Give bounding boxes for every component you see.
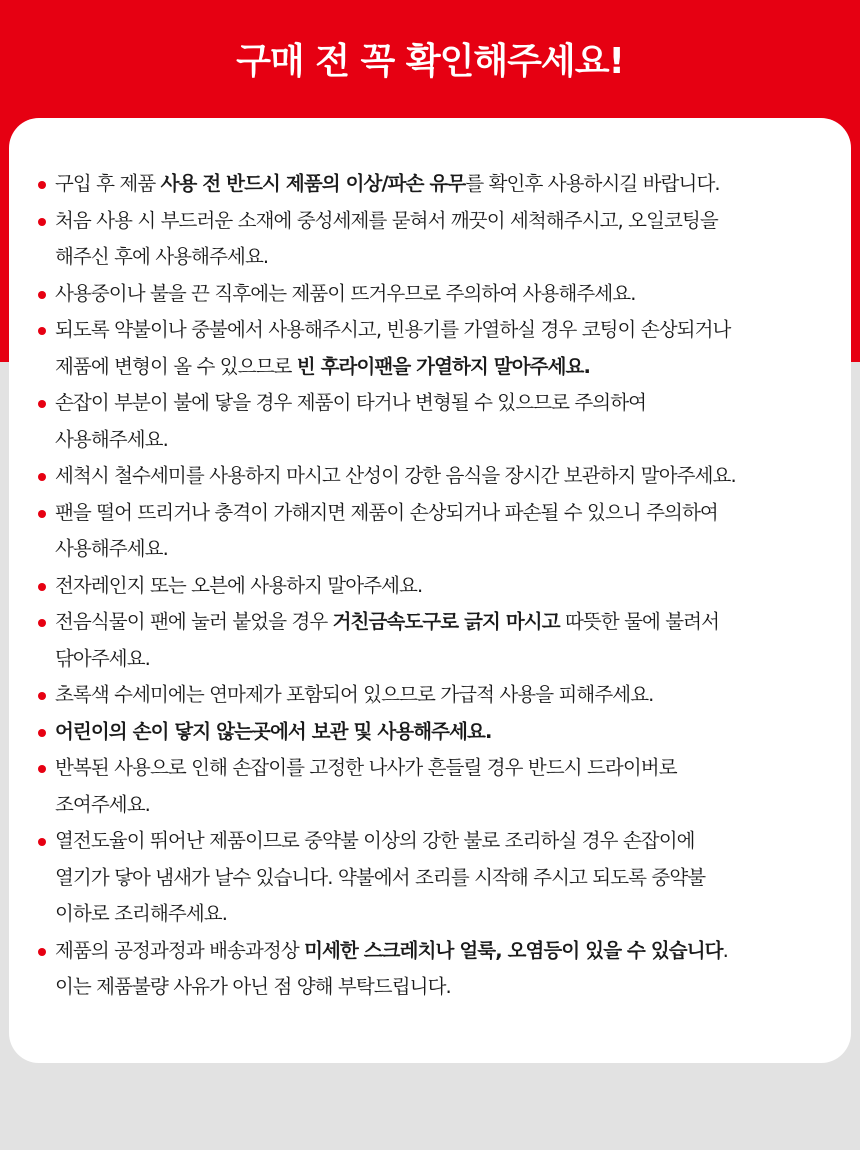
bullet-icon xyxy=(38,510,46,518)
bullet-icon xyxy=(38,838,46,846)
notice-text: 이하로 조리해주세요. xyxy=(55,902,228,925)
bullet-icon xyxy=(38,473,46,481)
notice-text: 초록색 수세미에는 연마제가 포함되어 있으므로 가급적 사용을 피해주세요. xyxy=(55,683,654,706)
notice-line xyxy=(55,239,841,276)
notice-text: 따뜻한 물에 불려서 xyxy=(559,610,720,633)
notice-item xyxy=(9,933,851,1006)
emphasis-text: 어린이의 손이 닿지 않는곳에서 보관 및 사용해주세요. xyxy=(55,719,492,743)
notice-line xyxy=(55,458,841,495)
notice-line xyxy=(55,787,841,824)
notice-line xyxy=(55,531,841,568)
notice-line xyxy=(55,677,841,714)
notice-line xyxy=(55,349,841,386)
notice-line xyxy=(55,896,841,933)
bullet-icon xyxy=(38,619,46,627)
notice-text: 구입 후 제품 xyxy=(55,172,161,195)
emphasis-text: 빈 후라이팬을 가열하지 말아주세요. xyxy=(296,354,590,378)
bullet-icon xyxy=(38,583,46,591)
bullet-icon xyxy=(38,181,46,189)
notice-text: 되도록 약불이나 중불에서 사용해주시고, 빈용기를 가열하실 경우 코팅이 손상되거나 xyxy=(55,318,731,341)
notice-text: 제품에 변형이 올 수 있으므로 xyxy=(55,354,297,378)
notice-text: 를 확인후 사용하시길 바랍니다. xyxy=(465,172,720,195)
notice-item xyxy=(9,823,851,933)
notice-line xyxy=(55,750,841,787)
notice-line xyxy=(55,203,841,240)
notice-line xyxy=(55,166,841,203)
notice-text: 사용해주세요. xyxy=(55,537,168,560)
notice-text: 제품의 공정과정과 배송과정상 xyxy=(55,938,305,962)
emphasis-text: 사용 전 반드시 제품의 이상/파손 유무 xyxy=(160,172,466,195)
notice-item xyxy=(9,750,851,823)
notice-item xyxy=(9,495,851,568)
emphasis-text: 거친금속도구로 긁지 마시고 xyxy=(332,610,560,633)
bullet-icon xyxy=(38,729,46,737)
notice-text: 전자레인지 또는 오븐에 사용하지 말아주세요. xyxy=(55,573,423,597)
notice-text: 닦아주세요. xyxy=(55,646,150,670)
bullet-icon xyxy=(38,948,46,956)
notice-line xyxy=(55,276,841,313)
bullet-icon xyxy=(38,765,46,773)
notice-text: 사용중이나 불을 끈 직후에는 제품이 뜨거우므로 주의하여 사용해주세요. xyxy=(55,281,636,305)
bullet-icon xyxy=(38,327,46,335)
notice-text: 팬을 떨어 뜨리거나 충격이 가해지면 제품이 손상되거나 파손될 수 있으니 주의하여 xyxy=(55,500,718,524)
notice-line xyxy=(55,495,841,532)
notice-item xyxy=(9,276,851,313)
notice-text: . xyxy=(722,938,728,962)
notice-text: 이는 제품불량 사유가 아닌 점 양해 부탁드립니다. xyxy=(55,975,451,998)
notice-text: 사용해주세요. xyxy=(55,427,168,451)
notice-item xyxy=(9,714,851,751)
bullet-icon xyxy=(38,400,46,408)
notice-text: 처음 사용 시 부드러운 소재에 중성세제를 묻혀서 깨끗이 세척해주시고, 오일코팅을 xyxy=(55,208,718,232)
notice-line xyxy=(55,969,841,1006)
notice-line xyxy=(55,714,841,751)
notice-line xyxy=(55,604,841,641)
notice-item xyxy=(9,604,851,677)
notice-line xyxy=(55,933,841,970)
notice-item xyxy=(9,677,851,714)
notice-text: 전음식물이 팬에 눌러 붙었을 경우 xyxy=(55,610,333,633)
page-title: 구매 전 꼭 확인해주세요! xyxy=(236,41,624,82)
notice-text: 해주신 후에 사용해주세요. xyxy=(55,245,269,268)
emphasis-text: 미세한 스크레치나 얼룩, 오염등이 있을 수 있습니다 xyxy=(304,938,723,962)
notice-line xyxy=(55,823,841,860)
notice-item xyxy=(9,166,851,203)
notice-item xyxy=(9,203,851,276)
notice-text: 세척시 철수세미를 사용하지 마시고 산성이 강한 음식을 장시간 보관하지 말아주세요. xyxy=(55,464,736,487)
bullet-icon xyxy=(38,291,46,299)
notice-line xyxy=(55,385,841,422)
notice-item xyxy=(9,312,851,385)
notice-text: 열전도율이 뛰어난 제품이므로 중약불 이상의 강한 불로 조리하실 경우 손잡이에 xyxy=(55,829,695,852)
bullet-icon xyxy=(38,218,46,226)
notice-line xyxy=(55,641,841,678)
notice-line xyxy=(55,568,841,605)
notice-item xyxy=(9,385,851,458)
notice-text: 열기가 닿아 냄새가 날수 있습니다. 약불에서 조리를 시작해 주시고 되도록 중약불 xyxy=(55,865,706,889)
notice-item xyxy=(9,568,851,605)
notice-text: 손잡이 부분이 불에 닿을 경우 제품이 타거나 변형될 수 있으므로 주의하여 xyxy=(55,391,647,414)
notice-line xyxy=(55,312,841,349)
notice-item xyxy=(9,458,851,495)
notice-line xyxy=(55,422,841,459)
bullet-icon xyxy=(38,692,46,700)
notice-text: 조여주세요. xyxy=(55,792,150,816)
notice-card xyxy=(9,118,851,1063)
notice-list xyxy=(9,166,851,1006)
notice-line xyxy=(55,860,841,897)
notice-text: 반복된 사용으로 인해 손잡이를 고정한 나사가 흔들릴 경우 반드시 드라이버로 xyxy=(55,756,677,779)
